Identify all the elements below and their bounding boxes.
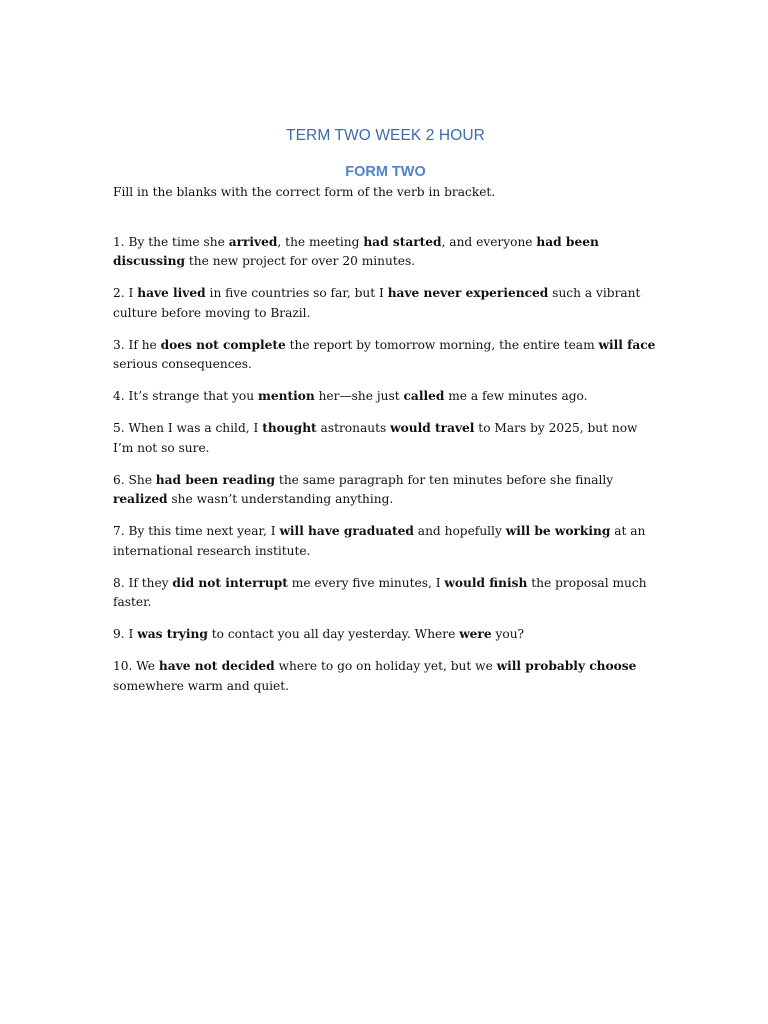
sentence-text: in five countries so far, but I bbox=[205, 286, 388, 300]
sentence-text: astronauts bbox=[316, 421, 391, 435]
exercise-item bbox=[113, 657, 658, 696]
exercise-item bbox=[113, 233, 658, 272]
answer-verb: had been discussing bbox=[113, 234, 599, 268]
answer-verb: will be working bbox=[505, 524, 611, 538]
document-subtitle: FORM TWO bbox=[345, 164, 426, 180]
sentence-text: at an international research institute. bbox=[113, 524, 646, 558]
sentence-text: to contact you all day yesterday. Where bbox=[207, 627, 460, 641]
sentence-text: , and everyone bbox=[441, 234, 537, 249]
answer-verb: thought bbox=[262, 421, 317, 435]
sentence-text: the report by tomorrow morning, the entire team bbox=[285, 337, 599, 352]
sentence-text: to Mars by 2025, but now I’m not so sure. bbox=[113, 421, 638, 455]
document-title: TERM TWO WEEK 2 HOUR bbox=[286, 127, 485, 144]
sentence-text: you? bbox=[491, 627, 525, 641]
exercise-item bbox=[113, 336, 658, 375]
sentence-text: 8. If they bbox=[113, 575, 173, 590]
sentence-text: the same paragraph for ten minutes before she finally bbox=[275, 472, 614, 487]
exercise-item bbox=[113, 419, 658, 458]
answer-verb: mention bbox=[257, 389, 315, 403]
sentence-text: me a few minutes ago. bbox=[444, 389, 588, 403]
sentence-text: and hopefully bbox=[413, 524, 506, 538]
sentence-text: 2. I bbox=[113, 286, 138, 300]
exercise-item bbox=[113, 574, 658, 613]
sentence-text: me every five minutes, I bbox=[287, 575, 445, 590]
exercise-item bbox=[113, 387, 658, 407]
sentence-text: serious consequences. bbox=[113, 357, 252, 371]
sentence-text: 3. If he bbox=[113, 337, 161, 352]
exercise-item bbox=[113, 284, 658, 323]
answer-verb: have lived bbox=[137, 286, 206, 300]
sentence-text: such a vibrant culture before moving to Brazil. bbox=[113, 286, 641, 320]
sentence-text: where to go on holiday yet, but we bbox=[274, 659, 497, 673]
sentence-text: somewhere warm and quiet. bbox=[113, 678, 290, 693]
answer-verb: was trying bbox=[137, 627, 208, 641]
sentence-text: , the meeting bbox=[277, 234, 364, 249]
answer-verb: will face bbox=[598, 337, 656, 352]
sentence-text: 7. By this time next year, I bbox=[113, 524, 280, 538]
answer-verb: would finish bbox=[444, 575, 528, 590]
answer-verb: were bbox=[459, 627, 492, 641]
sentence-text: she wasn’t understanding anything. bbox=[167, 492, 394, 506]
exercise-item bbox=[113, 625, 658, 645]
answer-verb: does not complete bbox=[160, 337, 286, 352]
answer-verb: had been reading bbox=[155, 472, 276, 487]
answer-verb: would travel bbox=[390, 421, 475, 435]
sentence-text: 9. I bbox=[113, 627, 138, 641]
answer-verb: have not decided bbox=[158, 659, 275, 673]
answer-verb: arrived bbox=[228, 234, 278, 249]
sentence-text: 6. She bbox=[113, 472, 156, 487]
answer-verb: have never experienced bbox=[387, 286, 549, 300]
sentence-text: 10. We bbox=[113, 659, 159, 673]
sentence-text: the proposal much faster. bbox=[113, 575, 647, 609]
answer-verb: did not interrupt bbox=[172, 575, 288, 590]
answer-verb: will probably choose bbox=[496, 659, 637, 673]
answer-verb: will have graduated bbox=[279, 524, 414, 538]
exercise-item bbox=[113, 522, 658, 561]
exercise-list bbox=[113, 233, 658, 697]
answer-verb: realized bbox=[113, 492, 168, 506]
answer-verb: called bbox=[403, 389, 445, 403]
document-body bbox=[113, 124, 658, 709]
answer-verb: had started bbox=[363, 234, 442, 249]
sentence-text: 4. It’s strange that you bbox=[113, 389, 258, 403]
exercise-item bbox=[113, 471, 658, 510]
sentence-text: 5. When I was a child, I bbox=[113, 421, 263, 435]
instruction-text: Fill in the blanks with the correct form of the verb in bracket. bbox=[113, 185, 496, 199]
sentence-text: 1. By the time she bbox=[113, 234, 229, 249]
sentence-text: her—she just bbox=[314, 389, 404, 403]
sentence-text: the new project for over 20 minutes. bbox=[185, 254, 416, 268]
